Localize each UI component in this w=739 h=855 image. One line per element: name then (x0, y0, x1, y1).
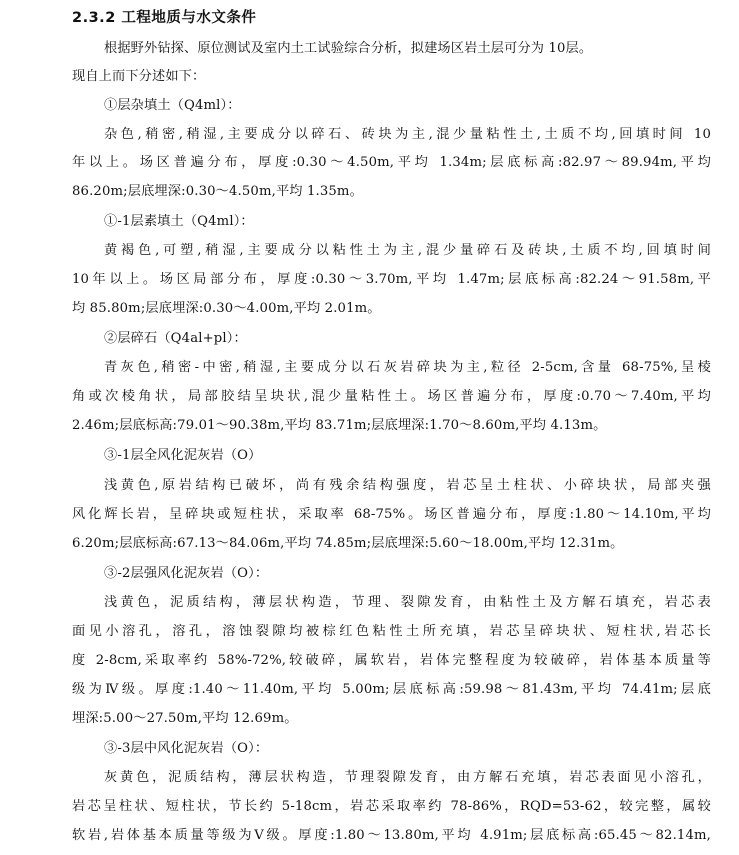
layer-title: ①层杂填土（Q4ml）： (104, 98, 241, 113)
intro-line: 根据野外钻探、原位测试及室内土工试验综合分析，拟建场区岩土层可分为 10层。 (104, 41, 593, 56)
layer-text: 6.20m;层底标高:67.13～84.06m,平均 74.85m;层底埋深:5.60～18.00m,平均 12.31m。 (72, 536, 624, 551)
layer-text: 软岩,岩体基本质量等级为Ⅴ级。厚度:1.80～13.80m,平均 4.91m;层底标高:65.45～82.14m, (72, 828, 711, 843)
layer-title: ①-1层素填土（Q4ml）： (104, 214, 254, 229)
layer-text: 青灰色,稍密-中密,稍湿,主要成分以石灰岩碎块为主,粒径 2-5cm,含量 68-75%,呈棱 (104, 360, 711, 375)
layer-text: 黄褐色,可塑,稍湿,主要成分以粘性土为主,混少量碎石及砖块,土质不均,回填时间 (104, 243, 711, 258)
layer-title: ②层碎石（Q4al+pl）： (104, 331, 247, 346)
layer-text: 角或次棱角状，局部胶结呈块状,混少量粘性土。场区普遍分布，厚度:0.70～7.40m,平均 (72, 389, 711, 404)
layer-title: ③-3层中风化泥灰岩（O）： (104, 741, 269, 756)
layer-text: 埋深:5.00～27.50m,平均 12.69m。 (72, 711, 298, 726)
layer-text: 浅黄色,原岩结构已破坏，尚有残余结构强度，岩芯呈土柱状、小碎块状，局部夹强 (104, 478, 711, 493)
layer-title: ③-2层强风化泥灰岩（O）： (104, 566, 269, 581)
layer-text: 浅黄色，泥质结构，薄层状构造，节理、裂隙发育，由粘性土及方解石填充，岩芯表 (104, 595, 711, 610)
layer-text: 面见小溶孔，溶孔，溶蚀裂隙均被棕红色粘性土所充填，岩芯呈碎块状、短柱状,岩芯长 (72, 624, 711, 639)
intro-line: 现自上而下分述如下： (72, 69, 206, 84)
layer-text: 级为Ⅳ级。厚度:1.40～11.40m,平均 5.00m;层底标高:59.98～81.43m,平均 74.41m;层底 (72, 682, 711, 697)
layer-title: ③-1层全风化泥灰岩（O） (104, 448, 262, 463)
layer-text: 86.20m;层底埋深:0.30～4.50m,平均 1.35m。 (72, 184, 363, 199)
layer-text: 10年以上。场区局部分布，厚度:0.30～3.70m,平均 1.47m;层底标高:82.24～91.58m,平 (72, 272, 711, 287)
layer-text: 杂色,稍密,稍湿,主要成分以碎石、砖块为主,混少量粘性土,土质不均,回填时间 10 (104, 127, 711, 142)
layer-text: 灰黄色，泥质结构，薄层状构造，节理裂隙发育，由方解石充填，岩芯表面见小溶孔， (104, 770, 711, 785)
layer-text: 风化辉长岩，呈碎块或短柱状，采取率 68-75%。场区普遍分布，厚度:1.80～14.10m,平均 (72, 507, 711, 522)
layer-text: 年以上。场区普遍分布，厚度:0.30～4.50m,平均 1.34m;层底标高:82.97～89.94m,平均 (72, 155, 711, 170)
layer-text: 度 2-8cm,采取率约 58%-72%,较破碎，属软岩，岩体完整程度为较破碎，岩体基本质量等 (72, 653, 711, 668)
layer-text: 2.46m;层底标高:79.01～90.38m,平均 83.71m;层底埋深:1.70～8.60m,平均 4.13m。 (72, 418, 607, 433)
section-heading: 2.3.2 工程地质与水文条件 (72, 10, 257, 26)
layer-text: 均 85.80m;层底埋深:0.30～4.00m,平均 2.01m。 (72, 301, 381, 316)
layer-text: 岩芯呈柱状、短柱状，节长约 5-18cm，岩芯采取率约 78-86%，RQD=53-62，较完整，属较 (72, 799, 711, 814)
